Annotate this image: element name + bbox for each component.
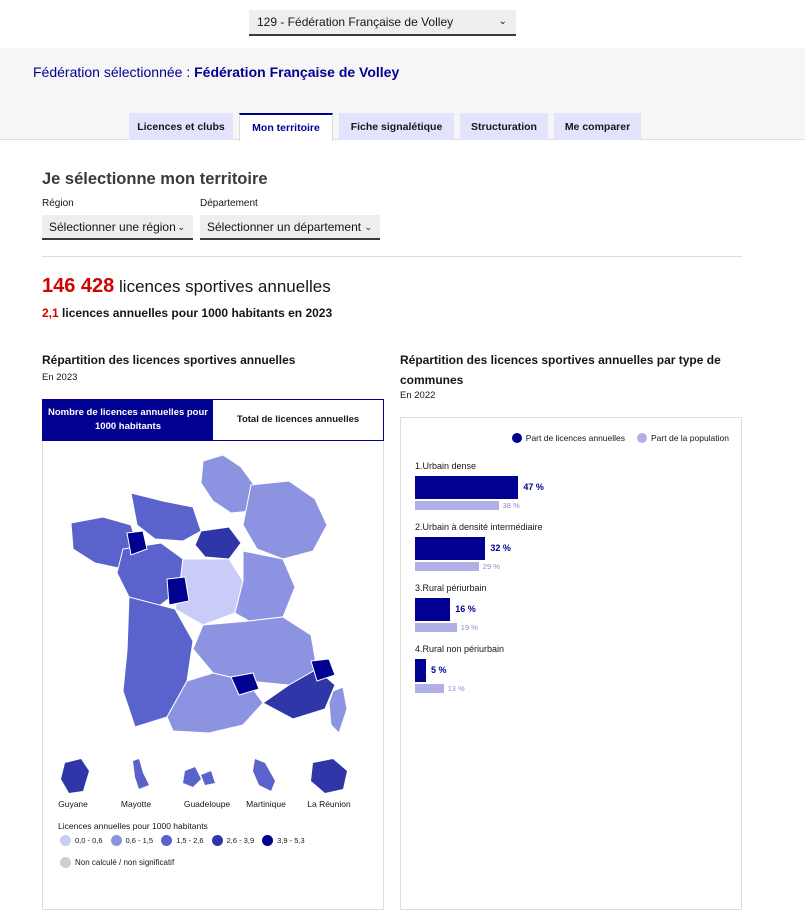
- toggle-total[interactable]: Total de licences annuelles: [213, 400, 383, 440]
- licence-rate: [42, 306, 332, 320]
- header-band: [0, 48, 805, 140]
- map-legend-item: [161, 835, 204, 846]
- map-mayotte[interactable]: [133, 759, 149, 789]
- bar-population-value: 13 %: [447, 684, 465, 693]
- chevron-down-icon: ⌄: [498, 16, 507, 27]
- map-martinique[interactable]: [253, 759, 275, 791]
- map-legend-not-computed: [60, 857, 174, 868]
- region-select[interactable]: [42, 215, 193, 240]
- bar-category-label: 1.Urbain dense: [415, 461, 477, 471]
- bar-licences-value: 47 %: [523, 482, 544, 492]
- map-legend-not-computed-label: Non calculé / non significatif: [75, 858, 175, 867]
- divider: [42, 256, 742, 257]
- bar-legend-label: Part de licences annuelles: [525, 433, 626, 443]
- bar-licences-value: 5 %: [431, 665, 447, 675]
- bar-legend-item: [512, 433, 625, 443]
- selected-federation: [33, 64, 399, 80]
- bar-licences[interactable]: [415, 598, 450, 621]
- map-region-bourgogne[interactable]: [235, 551, 295, 621]
- map-section-title: Répartition des licences sportives annuelles: [42, 353, 296, 367]
- map-metric-toggle: [42, 399, 384, 441]
- legend-dot-icon: [512, 433, 522, 443]
- map-guyane[interactable]: [61, 759, 89, 793]
- bar-licences[interactable]: [415, 659, 426, 682]
- territory-title: Je sélectionne mon territoire: [42, 170, 268, 188]
- bar-population[interactable]: [415, 501, 499, 510]
- bar-population[interactable]: [415, 684, 444, 693]
- federation-select[interactable]: [249, 10, 516, 36]
- tab-me-comparer[interactable]: Me comparer: [554, 113, 641, 140]
- dom-label-guadeloupe: Guadeloupe: [183, 799, 231, 809]
- map-legend-item: [60, 835, 103, 846]
- total-licences: [42, 275, 331, 298]
- selected-federation-prefix: Fédération sélectionnée :: [33, 64, 191, 80]
- selected-federation-name: Fédération Française de Volley: [194, 64, 400, 80]
- region-label: Région: [42, 198, 74, 209]
- bar-licences[interactable]: [415, 476, 518, 499]
- tab-licences-clubs[interactable]: Licences et clubs: [129, 113, 233, 140]
- top-bar: [0, 0, 805, 48]
- tab-bar: [129, 113, 641, 140]
- map-region-idf[interactable]: [195, 527, 241, 559]
- map-legend-label: 2,6 - 3,9: [226, 836, 255, 845]
- map-legend: [60, 835, 305, 846]
- department-select-value: Sélectionner un département: [207, 220, 362, 234]
- region-select-value: Sélectionner une région: [49, 220, 176, 234]
- dom-label-martinique: Martinique: [246, 799, 286, 809]
- chart-section-title: Répartition des licences sportives annuelles par type de communes: [400, 353, 721, 387]
- bar-population-value: 29 %: [482, 562, 500, 571]
- department-label: Département: [200, 198, 258, 209]
- bar-legend-item: [637, 433, 729, 443]
- bar-population-value: 38 %: [502, 501, 520, 510]
- tab-structuration[interactable]: Structuration: [460, 113, 548, 140]
- legend-dot-icon: [262, 835, 273, 846]
- legend-dot-icon: [637, 433, 647, 443]
- dom-label-guyane: Guyane: [58, 799, 88, 809]
- map-section-year: En 2023: [42, 372, 78, 383]
- legend-dot-icon: [161, 835, 172, 846]
- legend-dot-icon: [212, 835, 223, 846]
- bar-population[interactable]: [415, 562, 479, 571]
- map-panel: [42, 441, 384, 910]
- tab-fiche-signaletique[interactable]: Fiche signalétique: [339, 113, 454, 140]
- map-legend-item: [111, 835, 154, 846]
- total-licences-value: 146 428: [42, 275, 115, 297]
- map-legend-label: 0,6 - 1,5: [125, 836, 154, 845]
- bar-legend-label: Part de la population: [651, 433, 729, 443]
- bar-category-label: 3.Rural périurbain: [415, 583, 487, 593]
- chevron-down-icon: ⌄: [177, 222, 185, 232]
- map-legend-title: Licences annuelles pour 1000 habitants: [58, 821, 208, 831]
- federation-select-value: 129 - Fédération Française de Volley: [257, 15, 454, 29]
- tab-mon-territoire[interactable]: Mon territoire: [239, 113, 333, 141]
- map-legend-item: [212, 835, 255, 846]
- map-dept-dark-2[interactable]: [167, 577, 189, 605]
- map-la-reunion[interactable]: [311, 759, 347, 793]
- total-licences-text: licences sportives annuelles: [119, 277, 331, 296]
- map-legend-label: 1,5 - 2,6: [176, 836, 204, 845]
- department-select[interactable]: [200, 215, 380, 240]
- bar-licences-value: 16 %: [455, 604, 476, 614]
- chevron-down-icon: ⌄: [364, 222, 372, 232]
- bar-population-value: 19 %: [460, 623, 478, 632]
- mainland-france: [71, 455, 347, 733]
- legend-dot-icon: [60, 835, 71, 846]
- licence-rate-value: 2,1: [42, 306, 59, 320]
- chart-section-year: En 2022: [400, 390, 436, 401]
- toggle-per-1000[interactable]: Nombre de licences annuelles pour 1000 habitants: [43, 400, 213, 440]
- bar-licences-value: 32 %: [490, 543, 511, 553]
- legend-dot-icon: [111, 835, 122, 846]
- map-corse[interactable]: [329, 687, 347, 733]
- dom-label-la-reunion: La Réunion: [307, 799, 351, 809]
- bar-licences[interactable]: [415, 537, 485, 560]
- legend-dot-icon: [60, 857, 71, 868]
- bar-category-label: 4.Rural non périurbain: [415, 644, 505, 654]
- bar-population[interactable]: [415, 623, 457, 632]
- map-legend-label: 3,9 - 5,3: [277, 836, 305, 845]
- licence-rate-text: licences annuelles pour 1000 habitants en 2023: [62, 306, 333, 320]
- bar-chart-panel: [400, 417, 742, 910]
- bar-category-label: 2.Urbain à densité intermédiaire: [415, 522, 543, 532]
- map-guadeloupe[interactable]: [183, 767, 215, 787]
- dom-label-mayotte: Mayotte: [120, 799, 152, 809]
- map-legend-label: 0,0 - 0,6: [75, 836, 103, 845]
- map-region-grand-est[interactable]: [243, 481, 327, 559]
- map-legend-item: [262, 835, 305, 846]
- bar-chart-legend: [512, 433, 729, 443]
